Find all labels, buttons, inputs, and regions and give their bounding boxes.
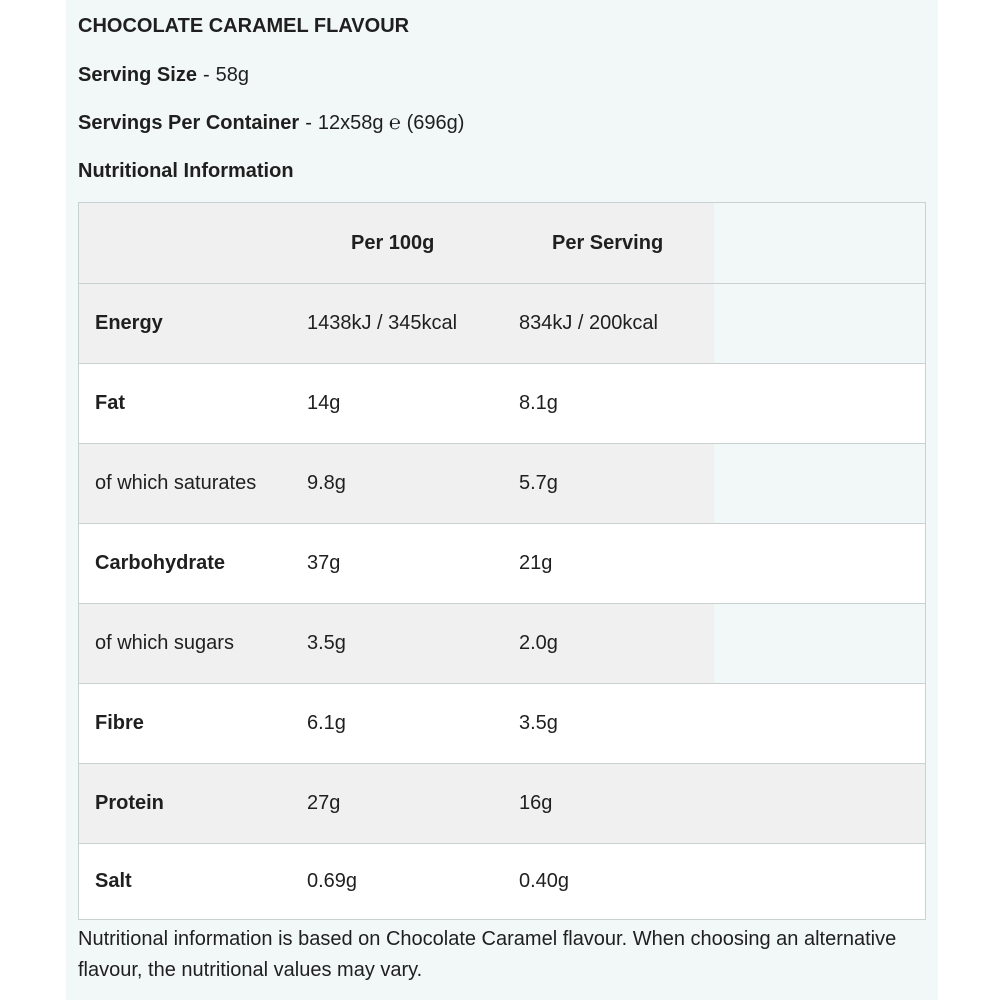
table-row <box>79 523 925 603</box>
table-row <box>79 283 925 363</box>
servings-per-container-value: 12x58g ℮ (696g) <box>317 112 465 134</box>
table-row <box>79 843 925 919</box>
value-per-100g: 3.5g <box>307 632 346 654</box>
nutrient-name: Fibre <box>95 712 144 734</box>
value-per-serving: 3.5g <box>519 712 558 734</box>
table-row <box>79 603 925 683</box>
nutrient-name: Energy <box>95 312 163 334</box>
value-per-100g: 6.1g <box>307 712 346 734</box>
table-row <box>79 443 925 523</box>
servings-separator: - <box>305 112 312 134</box>
value-per-100g: 9.8g <box>307 472 346 494</box>
value-per-100g: 14g <box>307 392 341 414</box>
value-per-100g: 1438kJ / 345kcal <box>307 312 458 334</box>
nutrient-name: Protein <box>95 792 164 814</box>
value-per-100g: 27g <box>307 792 341 814</box>
value-per-serving: 2.0g <box>519 632 558 654</box>
serving-size-label: Serving Size <box>78 64 197 86</box>
serving-size <box>78 65 249 85</box>
value-per-serving: 21g <box>519 552 553 574</box>
serving-size-value: 58g <box>215 64 249 86</box>
value-per-serving: 5.7g <box>519 472 558 494</box>
nutrient-name: of which sugars <box>95 632 234 654</box>
table-header-row <box>79 203 925 283</box>
header-cell-per-100g: Per 100g <box>351 231 435 254</box>
nutrition-footnote: Nutritional information is based on Chocolate Caramel flavour. When choosing an alternative flavour, the nutritional values may vary. <box>78 928 897 981</box>
nutrition-table <box>78 202 926 920</box>
value-per-serving: 8.1g <box>519 392 558 414</box>
servings-per-container-label: Servings Per Container <box>78 112 300 134</box>
value-per-serving: 834kJ / 200kcal <box>519 312 658 334</box>
table-row <box>79 683 925 763</box>
nutrient-name: Fat <box>95 392 125 414</box>
nutrient-name: Salt <box>95 870 132 892</box>
nutrient-name: of which saturates <box>95 472 257 494</box>
servings-per-container <box>78 113 464 133</box>
value-per-100g: 37g <box>307 552 341 574</box>
header-cell-per-serving: Per Serving <box>552 231 664 254</box>
value-per-serving: 16g <box>519 792 553 814</box>
nutrient-name: Carbohydrate <box>95 552 226 574</box>
nutritional-information-heading: Nutritional Information <box>78 160 294 182</box>
product-flavour-title: CHOCOLATE CARAMEL FLAVOUR <box>78 15 410 37</box>
serving-size-separator: - <box>202 64 210 86</box>
table-row <box>79 363 925 443</box>
value-per-100g: 0.69g <box>307 870 358 892</box>
value-per-serving: 0.40g <box>519 870 570 892</box>
table-row <box>79 763 925 843</box>
